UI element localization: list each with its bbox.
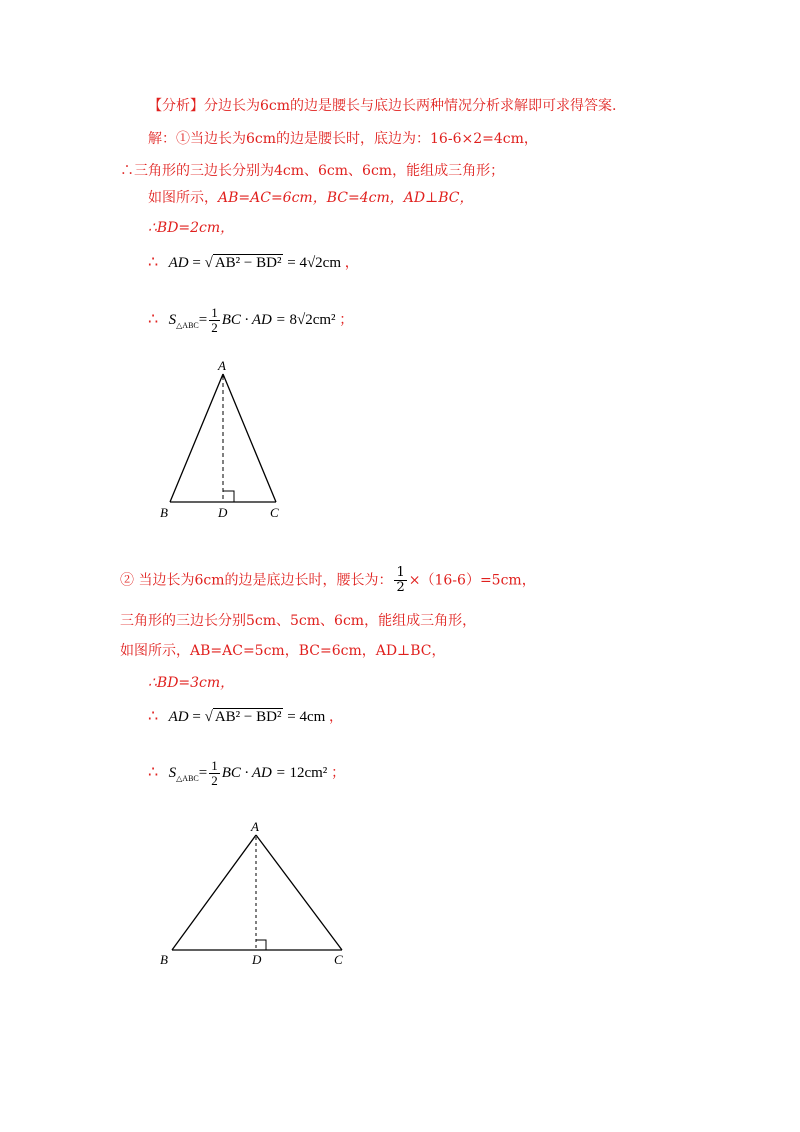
side-ac (256, 835, 342, 950)
right-angle-mark (256, 940, 266, 950)
bc-ad: BC · AD = (221, 311, 286, 328)
vertex-d-label: D (218, 505, 228, 520)
side-ac (223, 374, 276, 502)
ad-formula: AD = √ AB² − BD² = 4√2cm (168, 255, 342, 271)
sqrt-expression: AB² − BD² (214, 709, 282, 725)
therefore-symbol: ∴ (148, 761, 159, 781)
bc-ad: BC · AD = (221, 764, 286, 781)
case2-prefix: ② 当边长为6cm的边是底边长时，腰长为： (120, 572, 393, 589)
area-subscript: △ABC (176, 320, 199, 330)
half-fraction: $\frac{1}{2}$ (211, 758, 218, 788)
half-fraction: $\frac{1}{2}$ (396, 565, 405, 595)
case2-suffix: ×（16-6）=5cm， (408, 572, 536, 589)
bd-case1-line: ∴BD=2cm， (148, 220, 235, 236)
ad-formula: AD = √ AB² − BD² = 4cm (168, 709, 326, 725)
therefore-symbol: ∴ (148, 706, 159, 725)
area-subscript: △ABC (176, 773, 199, 783)
right-angle-mark (223, 491, 234, 502)
tail-comma: ， (344, 255, 359, 271)
solution-case1-line: 解：①当边长为6cm的边是腰长时，底边为：16-6×2=4cm， (148, 131, 538, 147)
vertex-c-label: C (270, 505, 279, 520)
sides-case1-line: ∴三角形的三边长分别为4cm、6cm、6cm，能组成三角形； (120, 163, 505, 179)
triangle-figure-2 (160, 819, 343, 967)
area-formula: $S_{\triangle ABC}=$ $\frac{1}{2}$ BC · AD = 8√2cm² (168, 305, 336, 335)
tail-semicolon: ； (339, 311, 354, 328)
triangle-figure-1 (160, 358, 279, 520)
vertex-d-label: D (252, 952, 262, 967)
sides-case2-line: 三角形的三边长分别5cm、5cm、6cm，能组成三角形， (120, 613, 477, 629)
analysis-line: 【分析】分边长为6cm的边是腰长与底边长两种情况分析求解即可求得答案. (148, 98, 617, 114)
vertex-b-label: B (160, 505, 168, 520)
area-result: 8√2cm² (289, 311, 336, 328)
bd-case2-line: ∴BD=3cm， (148, 675, 235, 691)
vertex-a-label: A (218, 358, 226, 373)
area-label: S (168, 764, 177, 781)
half-fraction: $\frac{1}{2}$ (211, 305, 218, 335)
sqrt-expression: AB² − BD² (214, 255, 282, 271)
ad-result: 4√2cm (299, 255, 342, 271)
area-result: 12cm² (289, 764, 328, 781)
vertex-a-label: A (251, 819, 259, 834)
vertex-c-label: C (334, 952, 343, 967)
figure-desc-prefix: 如图所示， (148, 190, 218, 206)
area-label: S (168, 311, 177, 328)
ad-lhs: AD (168, 709, 189, 725)
ad-result: 4cm (299, 709, 326, 725)
figure-desc-equations: AB=AC=6cm，BC=4cm，AD⊥BC， (218, 190, 474, 206)
vertex-b-label: B (160, 952, 168, 967)
side-ab (170, 374, 223, 502)
therefore-symbol: ∴ (148, 308, 159, 328)
ad-lhs: AD (168, 255, 189, 271)
therefore-symbol: ∴ (148, 252, 159, 271)
tail-comma: ， (329, 709, 344, 725)
tail-semicolon: ； (331, 764, 346, 781)
figure-desc-case2: 如图所示，AB=AC=5cm，BC=6cm，AD⊥BC， (120, 643, 446, 659)
area-formula: $S_{\triangle ABC}=$ $\frac{1}{2}$ BC · AD = 12cm² (168, 758, 328, 788)
side-ab (172, 835, 256, 950)
